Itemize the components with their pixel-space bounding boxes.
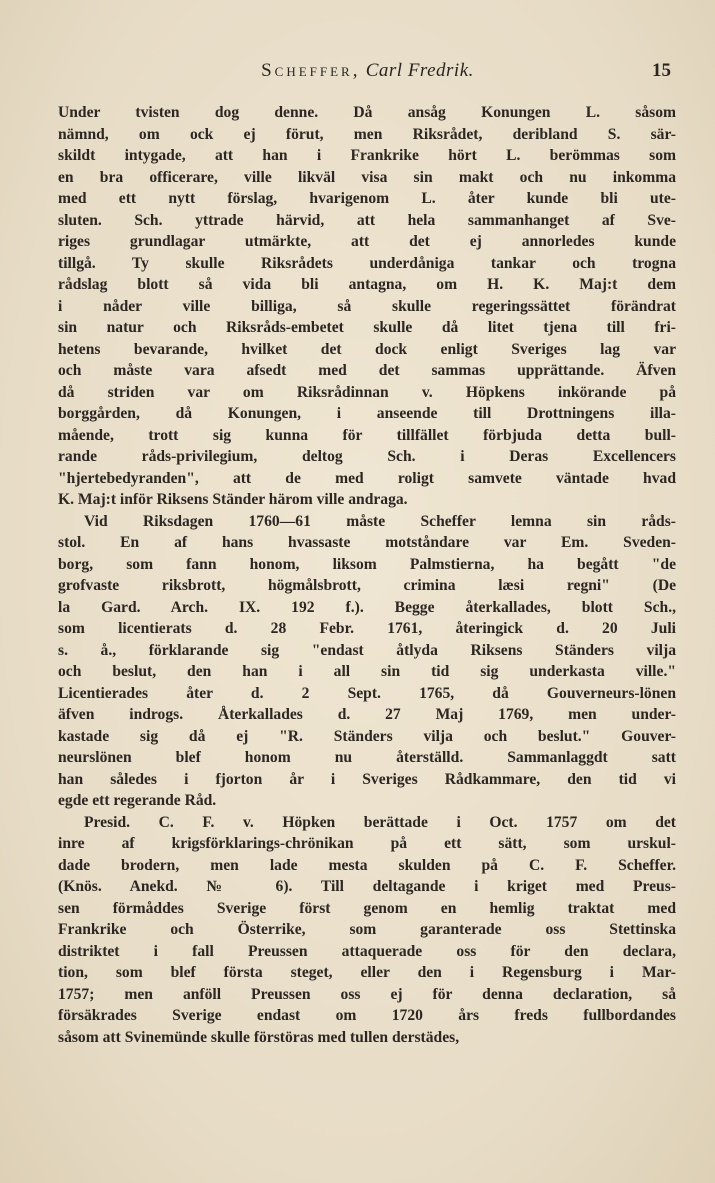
running-header	[60, 58, 675, 88]
text-line: rande råds-privilegium, deltog Sch. i Deras Excellencers	[58, 448, 676, 465]
text-line: då striden var om Riksrådinnan v. Höpkens inkörande på	[58, 383, 676, 401]
text-line: s. å., förklarande sig "endast åtlyda Riksens Ständers vilja	[58, 641, 676, 659]
text-line: inre af krigsförklarings-chrönikan på ett sätt, som urskul-	[58, 835, 676, 852]
header-title	[60, 60, 675, 82]
text-line: "hjertebedyranden", att de med roligt samvete väntade hvad	[58, 469, 676, 487]
text-line: såsom att Svinemünde skulle förstöras med tullen derstädes,	[58, 1028, 460, 1046]
text-line: försäkrades Sverige endast om 1720 års freds fullbordandes	[58, 1007, 676, 1024]
header-given-name: Carl Fredrik.	[365, 60, 474, 81]
text-line: han således i fjorton år i Sveriges Rådkammare, den tid vi	[58, 770, 676, 788]
text-line: borggården, då Konungen, i anseende till Drottningens illa-	[58, 405, 676, 422]
text-line: la Gard. Arch. IX. 192 f.). Begge återkallades, blott Sch.,	[58, 598, 676, 616]
text-line: äfven indrogs. Återkallades d. 27 Maj 1769, men under-	[58, 706, 676, 723]
text-line: distriktet i fall Preussen attaquerade oss för den declara,	[58, 942, 676, 960]
text-line: (Knös. Anekd. № 6). Till deltagande i kriget med Preus-	[58, 878, 676, 895]
text-line: dade brodern, men lade mesta skulden på C. F. Scheffer.	[58, 856, 676, 874]
text-line: Presid. C. F. v. Höpken berättade i Oct. 1757 om det	[84, 813, 676, 831]
text-line: kastade sig då ej "R. Ständers vilja och beslut." Gouver-	[58, 727, 676, 745]
text-line: som licentierats d. 28 Febr. 1761, återingick d. 20 Juli	[58, 620, 676, 637]
text-line: borg, som fann honom, liksom Palmstierna, ha begått "de	[58, 555, 676, 573]
text-line: hetens bevarande, hvilket det dock enligt Sveriges lag var	[58, 340, 676, 358]
text-line: och beslut, den han i all sin tid sig underkasta ville."	[58, 663, 676, 680]
text-line: Licentierades åter d. 2 Sept. 1765, då Gouverneurs-lönen	[58, 684, 676, 702]
text-line: skildt intygade, att han i Frankrike hört L. berömmas som	[58, 147, 676, 164]
text-line: Vid Riksdagen 1760—61 måste Scheffer lemna sin råds-	[84, 512, 676, 530]
text-line: tillgå. Ty skulle Riksrådets underdåniga tankar och trogna	[58, 254, 676, 272]
text-line: sen förmåddes Sverige först genom en hemlig traktat med	[58, 899, 676, 917]
text-line: Frankrike och Österrike, som garanterade oss Stettinska	[58, 921, 676, 938]
text-line: Under tvisten dog denne. Då ansåg Konungen L. såsom	[58, 104, 676, 121]
text-line: mående, trott sig kunna för tillfället förbjuda detta bull-	[58, 426, 676, 444]
page-number: 15	[652, 60, 671, 81]
text-line: neurslönen blef honom nu återställd. Sammanlaggdt satt	[58, 749, 676, 766]
text-line: egde ett regerande Råd.	[58, 792, 217, 809]
text-line: sin natur och Riksråds-embetet skulle då litet tjena till fri-	[58, 319, 676, 336]
text-line: riges grundlagar utmärkte, att det ej annorledes kunde	[58, 233, 676, 250]
text-line: tion, som blef första steget, eller den i Regensburg i Mar-	[58, 964, 676, 981]
text-line: 1757; men anföll Preussen oss ej för denna declaration, så	[58, 985, 676, 1003]
text-line: rådslag blott så vida bli antagna, om H. K. Maj:t dem	[58, 276, 676, 293]
body-text	[58, 102, 676, 1048]
text-line: och måste vara afsedt med det sammas upprättande. Äfven	[58, 362, 676, 379]
text-line: i nåder ville billiga, så skulle regeringssättet förändrat	[58, 297, 676, 315]
text-line: sluten. Sch. yttrade härvid, att hela sammanhanget af Sve-	[58, 211, 676, 229]
text-line: grofvaste riksbrott, högmålsbrott, crimina læsi regni" (De	[58, 577, 676, 594]
text-line: K. Maj:t inför Riksens Ständer härom ville andraga.	[58, 491, 408, 508]
text-line: stol. En af hans hvassaste motståndare var Em. Sveden-	[58, 534, 676, 551]
text-line: nämnd, om ock ej förut, men Riksrådet, deribland S. sär-	[58, 125, 676, 143]
text-line: en bra officerare, ville likväl visa sin makt och nu inkomma	[58, 168, 676, 186]
text-line: med ett nytt förslag, hvarigenom L. åter kunde bli ute-	[58, 190, 676, 207]
header-surname: Scheffer,	[261, 60, 361, 81]
